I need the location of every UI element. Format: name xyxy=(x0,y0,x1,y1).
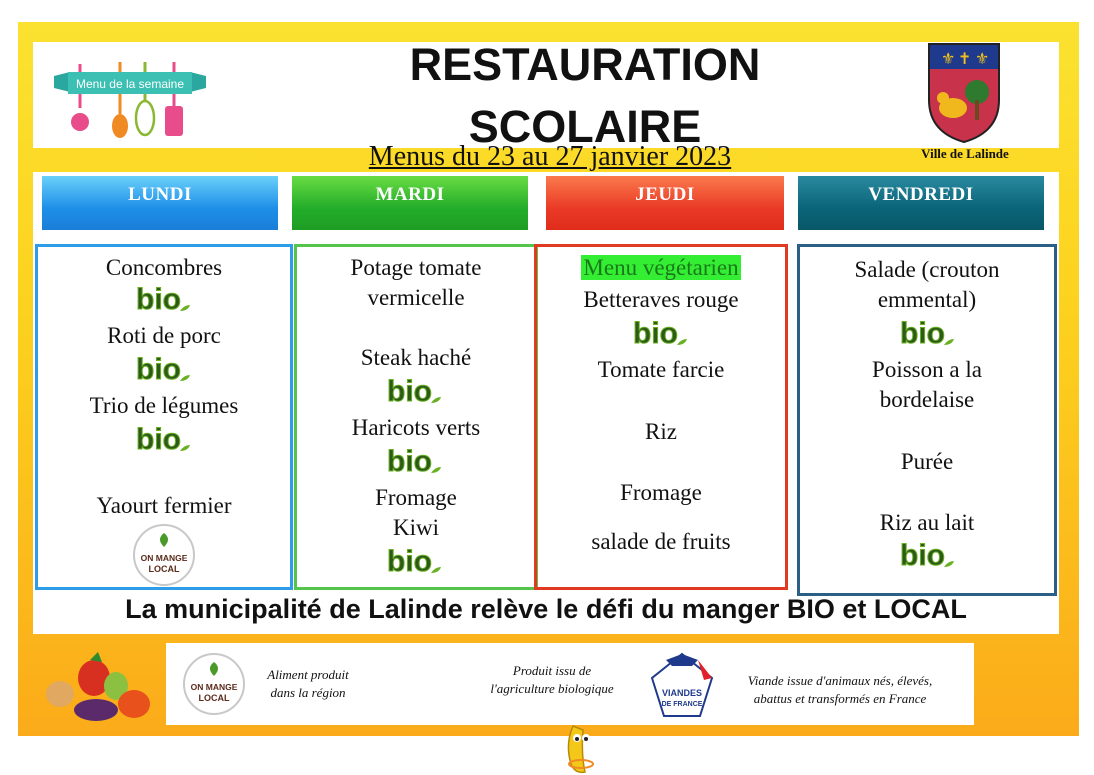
dish: salade de fruits xyxy=(591,529,731,554)
svg-text:bio: bio xyxy=(387,445,432,478)
svg-text:bio: bio xyxy=(900,539,945,572)
svg-text:bio: bio xyxy=(136,353,181,386)
svg-text:bio: bio xyxy=(633,317,678,350)
svg-text:ON MANGE: ON MANGE xyxy=(140,553,188,563)
svg-text:⚜: ⚜ xyxy=(975,49,990,68)
town-name: Ville de Lalinde xyxy=(921,146,1009,161)
bio-logo-icon xyxy=(898,315,958,351)
bio-logo-icon xyxy=(134,281,194,317)
menu-column-jeudi xyxy=(534,244,788,590)
legend-viandes-text: Viande issue d'animaux nés, élevés, abattus et transformés en France xyxy=(747,673,933,706)
svg-text:LOCAL: LOCAL xyxy=(148,564,180,574)
svg-text:LOCAL: LOCAL xyxy=(198,693,230,703)
dish: Trio de légumes xyxy=(89,393,239,418)
bio-logo-icon xyxy=(385,543,445,579)
dish: Potage tomate xyxy=(350,255,482,280)
dish: Steak haché xyxy=(360,345,472,370)
bio-logo-icon xyxy=(134,421,194,457)
svg-text:bio: bio xyxy=(136,423,181,456)
banana-mascot-icon xyxy=(555,724,603,775)
svg-text:⚜: ⚜ xyxy=(941,49,956,68)
dish: Riz au lait xyxy=(879,510,975,535)
dish: emmental) xyxy=(877,287,977,312)
bio-logo-icon xyxy=(898,537,958,573)
vegetarian-tag: Menu végétarien xyxy=(583,255,739,280)
dish: Purée xyxy=(900,449,954,474)
viandes-de-france-icon xyxy=(646,650,718,720)
kitchen-utensils-logo xyxy=(50,58,210,142)
slogan: La municipalité de Lalinde relève le défi du manger BIO et LOCAL xyxy=(125,594,967,624)
legend-local-badge xyxy=(182,652,246,716)
legend-local-text: Aliment produit dans la région xyxy=(267,667,349,700)
svg-text:DE FRANCE: DE FRANCE xyxy=(661,701,703,708)
dish: Tomate farcie xyxy=(597,357,725,382)
svg-text:bio: bio xyxy=(136,283,181,316)
dish: Salade (crouton xyxy=(854,257,1000,282)
vegetables-illustration xyxy=(42,648,157,728)
menu-column-lundi xyxy=(35,244,293,590)
on-mange-local-icon xyxy=(132,523,196,587)
dish: Yaourt fermier xyxy=(96,493,232,518)
dish: Fromage xyxy=(375,485,457,510)
dish: bordelaise xyxy=(879,387,975,412)
day-header-lundi: LUNDI xyxy=(42,176,278,230)
dish: Concombres xyxy=(105,255,223,280)
svg-text:✝: ✝ xyxy=(958,49,972,68)
dish: Betteraves rouge xyxy=(583,287,739,312)
bio-logo-icon xyxy=(385,373,445,409)
page-title: RESTAURATION SCOLAIRE xyxy=(409,39,761,152)
svg-text:bio: bio xyxy=(900,317,945,350)
dish: Roti de porc xyxy=(107,323,221,348)
dish: vermicelle xyxy=(367,285,465,310)
bio-logo-icon xyxy=(631,315,691,351)
day-header-mardi: MARDI xyxy=(292,176,528,230)
day-header-jeudi: JEUDI xyxy=(546,176,784,230)
svg-text:VIANDES: VIANDES xyxy=(661,688,703,698)
menu-logo-text: Menu de la semaine xyxy=(75,77,185,91)
svg-text:bio: bio xyxy=(387,545,432,578)
bio-logo-icon xyxy=(134,351,194,387)
menu-column-mardi xyxy=(294,244,538,590)
dish: Fromage xyxy=(620,480,702,505)
dish: Haricots verts xyxy=(351,415,481,440)
town-crest-icon xyxy=(925,40,1003,144)
dish: Kiwi xyxy=(393,515,439,540)
svg-text:bio: bio xyxy=(387,375,432,408)
bio-logo-icon xyxy=(385,443,445,479)
menu-dates: Menus du 23 au 27 janvier 2023 xyxy=(368,141,732,172)
legend-bio-text: Produit issu de l'agriculture biologique xyxy=(490,663,614,696)
day-header-vendredi: VENDREDI xyxy=(798,176,1044,230)
dish: Poisson a la xyxy=(872,357,982,382)
menu-column-vendredi xyxy=(797,244,1057,596)
dish: Riz xyxy=(645,419,677,444)
svg-text:ON MANGE: ON MANGE xyxy=(190,682,238,692)
